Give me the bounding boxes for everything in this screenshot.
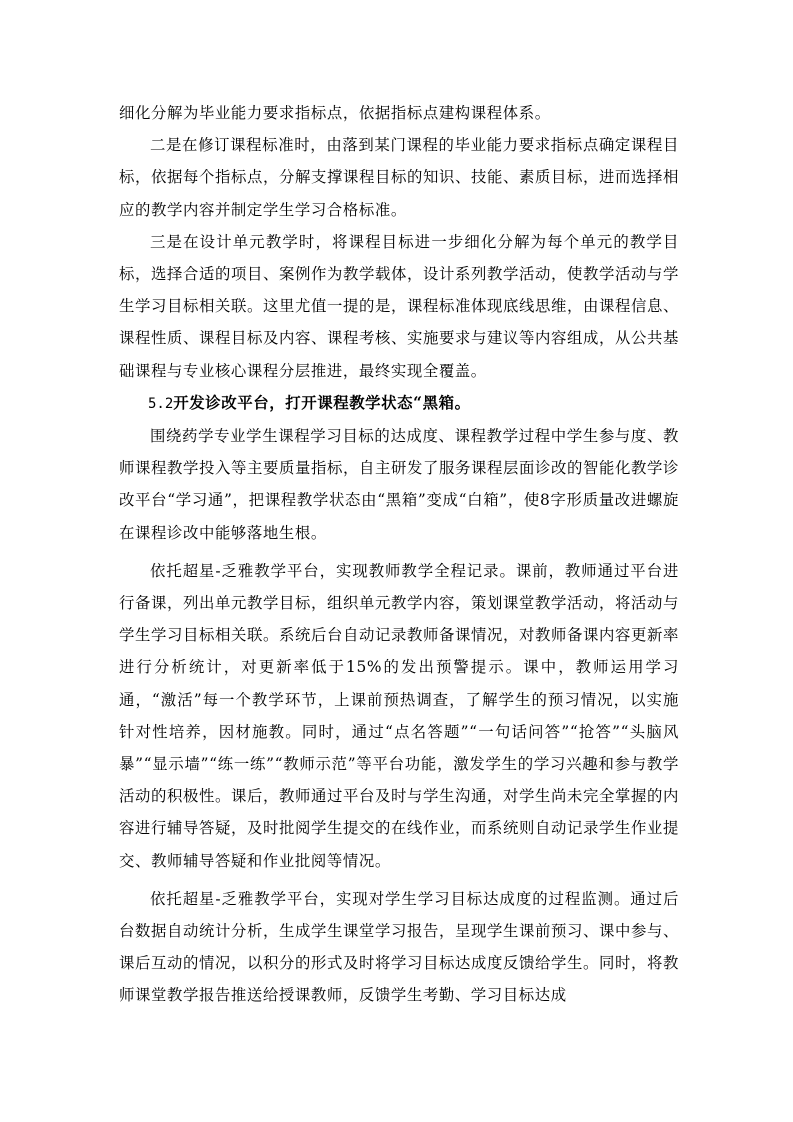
section-title: 开发诊改平台，打开课程教学状态“黑箱。 bbox=[173, 393, 471, 412]
section-number: 5.2 bbox=[148, 395, 174, 412]
document-body bbox=[119, 97, 679, 1012]
paragraph-student-monitoring: 依托超星-乏雅教学平台，实现对学生学习目标达成度的过程监测。通过后台数据自动统计分析，生成学生课堂学习报告，呈现学生课前预习、课中参与、课后互动的情况，以积分的形式及时将学习目标达成度反馈给学生。同时，将教师课堂教学报告推送给授课教师，反馈学生考勤、学习目标达成 bbox=[119, 889, 679, 1005]
paragraph-continuation: 细化分解为毕业能力要求指标点，依据指标点建构课程体系。 bbox=[119, 104, 551, 122]
paragraph-platform-intro: 围绕药学专业学生课程学习目标的达成度、课程教学过程中学生参与度、教师课程教学投入等主要质量指标，自主研发了服务课程层面诊改的智能化教学诊改平台“学习通”，把课程教学状态由“黑箱”变成“白箱”，使8字形质量改进螺旋在课程诊改中能够落地生根。 bbox=[119, 427, 679, 542]
paragraph-curriculum-standard: 二是在修订课程标准时，由落到某门课程的毕业能力要求指标点确定课程目标，依据每个指标点，分解支撑课程目标的知识、技能、素质目标，进而选择相应的教学内容并制定学生学习合格标准。 bbox=[119, 136, 679, 219]
paragraph-unit-teaching: 三是在设计单元教学时，将课程目标进一步细化分解为每个单元的教学目标，选择合适的项目、案例作为教学载体，设计系列教学活动，使教学活动与学生学习目标相关联。这里尤值一提的是，课程标准体现底线思维，由课程信息、课程性质、课程目标及内容、课程考核、实施要求与建议等内容组成，从公共基础课程与专业核心课程分层推进，最终实现全覆盖。 bbox=[119, 232, 679, 380]
paragraph-teacher-record: 依托超星-乏雅教学平台，实现教师教学全程记录。课前，教师通过平台进行备课，列出单元教学目标，组织单元教学内容，策划课堂教学活动，将活动与学生学习目标相关联。系统后台自动记录教师备课情况，对教师备课内容更新率进行分析统计，对更新率低于15%的发出预警提示。课中，教师运用学习通，“激活”每一个教学环节，上课前预热调查，了解学生的预习情况，以实施针对性培养，因材施教。同时，通过“点名答题”“一句话问答”“抢答”“头脑风暴”“显示墙”“练一练”“教师示范”等平台功能，激发学生的学习兴趣和参与教学活动的积极性。课后，教师通过平台及时与学生沟通，对学生尚未完全掌握的内容进行辅导答疑，及时批阅学生提交的在线作业，而系统则自动记录学生作业提交、教师辅导答疑和作业批阅等情况。 bbox=[119, 561, 679, 870]
section-heading bbox=[119, 387, 679, 420]
